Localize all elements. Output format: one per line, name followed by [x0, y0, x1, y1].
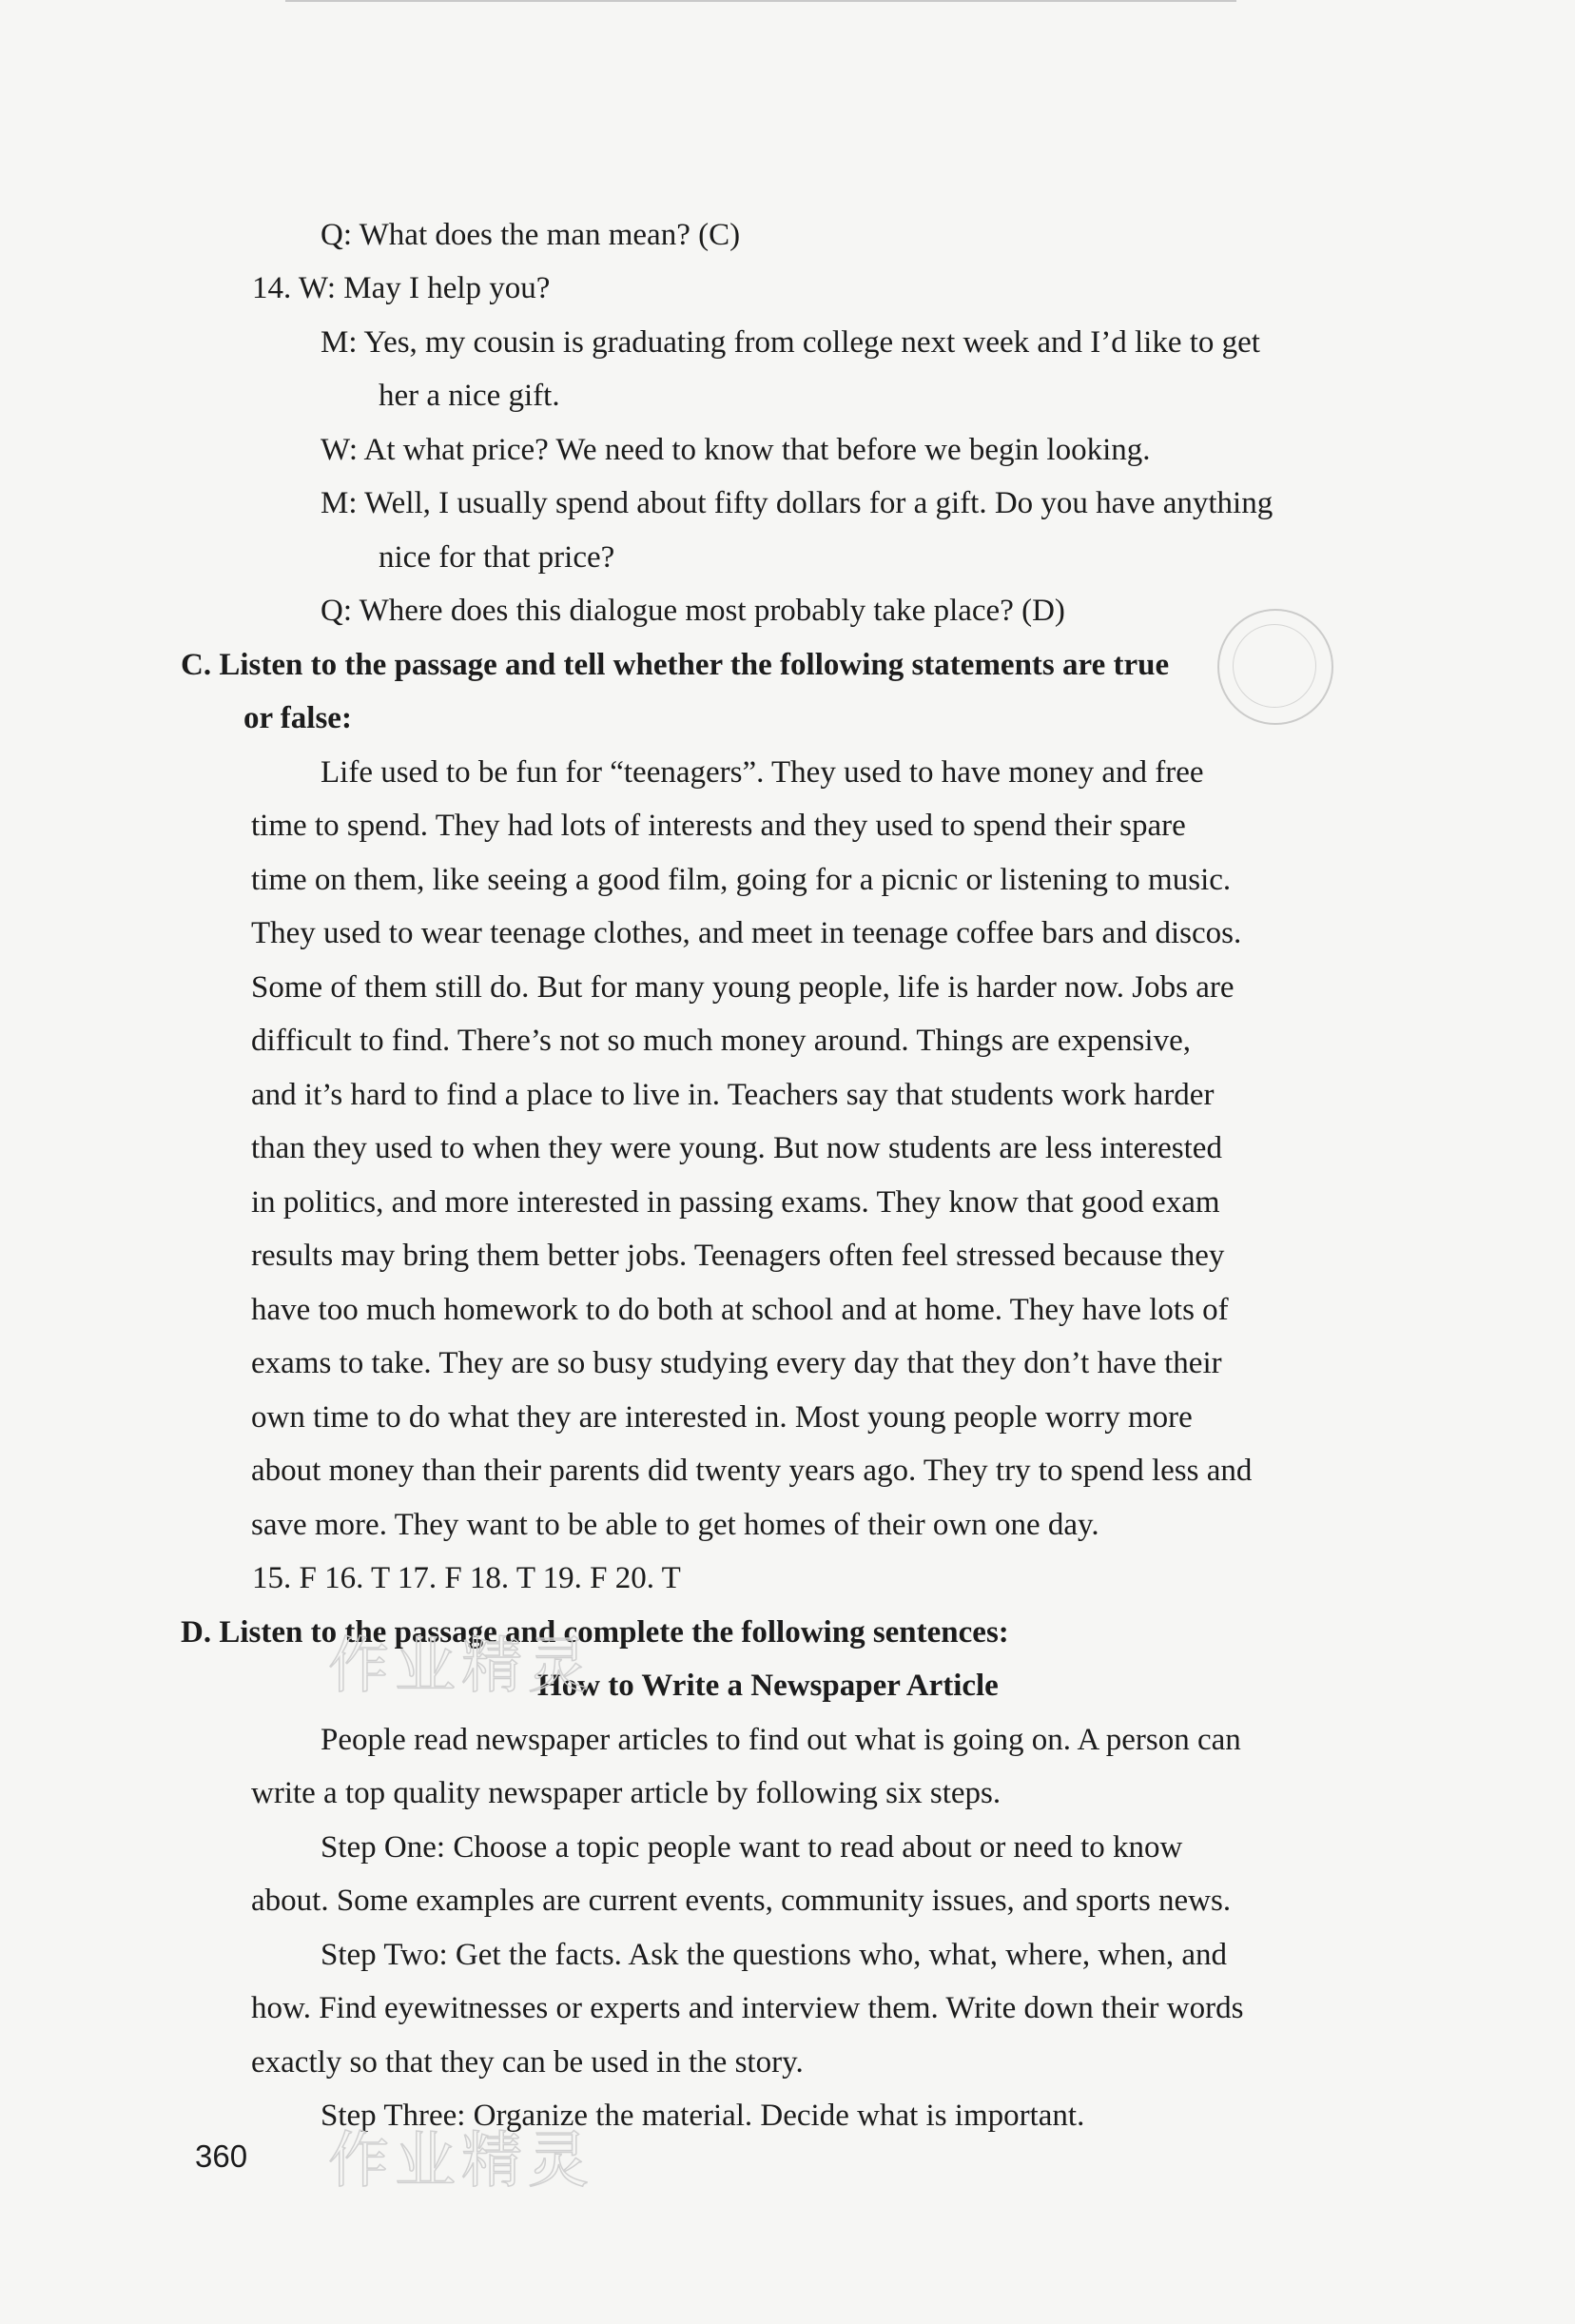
top-rule: [285, 0, 1236, 2]
passage-line: time to spend. They had lots of interests and they used to spend their spare: [251, 809, 1186, 843]
passage-line: difficult to find. There’s not so much money around. Things are expensive,: [251, 1024, 1191, 1058]
watermark-text: 作业精灵: [328, 2126, 594, 2197]
watermark-stamp-icon: [1217, 609, 1333, 725]
passage-line: People read newspaper articles to find out what is going on. A person can: [321, 1723, 1241, 1757]
passage-line: results may bring them better jobs. Teenagers often feel stressed because they: [251, 1239, 1225, 1273]
dialogue-line: M: Well, I usually spend about fifty dollars for a gift. Do you have anything: [321, 486, 1274, 520]
passage-line: how. Find eyewitnesses or experts and interview them. Write down their words: [251, 1991, 1244, 2025]
dialogue-line: her a nice gift.: [379, 379, 560, 413]
page-number: 360: [195, 2138, 248, 2174]
section-d-heading: D. Listen to the passage and complete the following sentences:: [181, 1615, 1009, 1650]
passage-line: Step Three: Organize the material. Decide what is important.: [321, 2099, 1085, 2133]
dialogue-line: Q: What does the man mean? (C): [321, 218, 741, 252]
article-title: How to Write a Newspaper Article: [537, 1669, 999, 1703]
passage-line: Life used to be fun for “teenagers”. They used to have money and free: [321, 755, 1204, 790]
question-14-line: 14. W: May I help you?: [252, 271, 551, 305]
passage-line: own time to do what they are interested in. Most young people worry more: [251, 1400, 1193, 1435]
dialogue-line: Q: Where does this dialogue most probably take place? (D): [321, 594, 1065, 628]
dialogue-line: W: At what price? We need to know that before we begin looking.: [321, 433, 1151, 467]
passage-line: exactly so that they can be used in the story.: [251, 2045, 804, 2080]
watermark-text: 作业精灵: [328, 1631, 594, 1702]
section-c-heading: C. Listen to the passage and tell whether the following statements are true: [181, 648, 1170, 682]
passage-line: and it’s hard to find a place to live in. Teachers say that students work harder: [251, 1078, 1215, 1112]
passage-line: about. Some examples are current events, community issues, and sports news.: [251, 1884, 1232, 1918]
passage-line: Step Two: Get the facts. Ask the questions who, what, where, when, and: [321, 1938, 1227, 1972]
answers-line: 15. F 16. T 17. F 18. T 19. F 20. T: [252, 1561, 681, 1595]
passage-line: save more. They want to be able to get homes of their own one day.: [251, 1508, 1099, 1542]
passage-line: time on them, like seeing a good film, going for a picnic or listening to music.: [251, 863, 1232, 897]
section-c-heading: or false:: [243, 701, 352, 735]
passage-line: have too much homework to do both at school and at home. They have lots of: [251, 1293, 1229, 1327]
passage-line: exams to take. They are so busy studying every day that they don’t have their: [251, 1346, 1222, 1380]
dialogue-line: nice for that price?: [379, 540, 615, 575]
passage-line: than they used to when they were young. But now students are less interested: [251, 1131, 1222, 1165]
passage-line: in politics, and more interested in passing exams. They know that good exam: [251, 1185, 1220, 1220]
passage-line: about money than their parents did twenty years ago. They try to spend less and: [251, 1454, 1253, 1488]
passage-line: write a top quality newspaper article by following six steps.: [251, 1776, 1001, 1810]
dialogue-line: M: Yes, my cousin is graduating from college next week and I’d like to get: [321, 325, 1260, 360]
passage-line: They used to wear teenage clothes, and meet in teenage coffee bars and discos.: [251, 916, 1242, 950]
passage-line: Some of them still do. But for many young people, life is harder now. Jobs are: [251, 970, 1235, 1005]
passage-line: Step One: Choose a topic people want to read about or need to know: [321, 1830, 1183, 1865]
